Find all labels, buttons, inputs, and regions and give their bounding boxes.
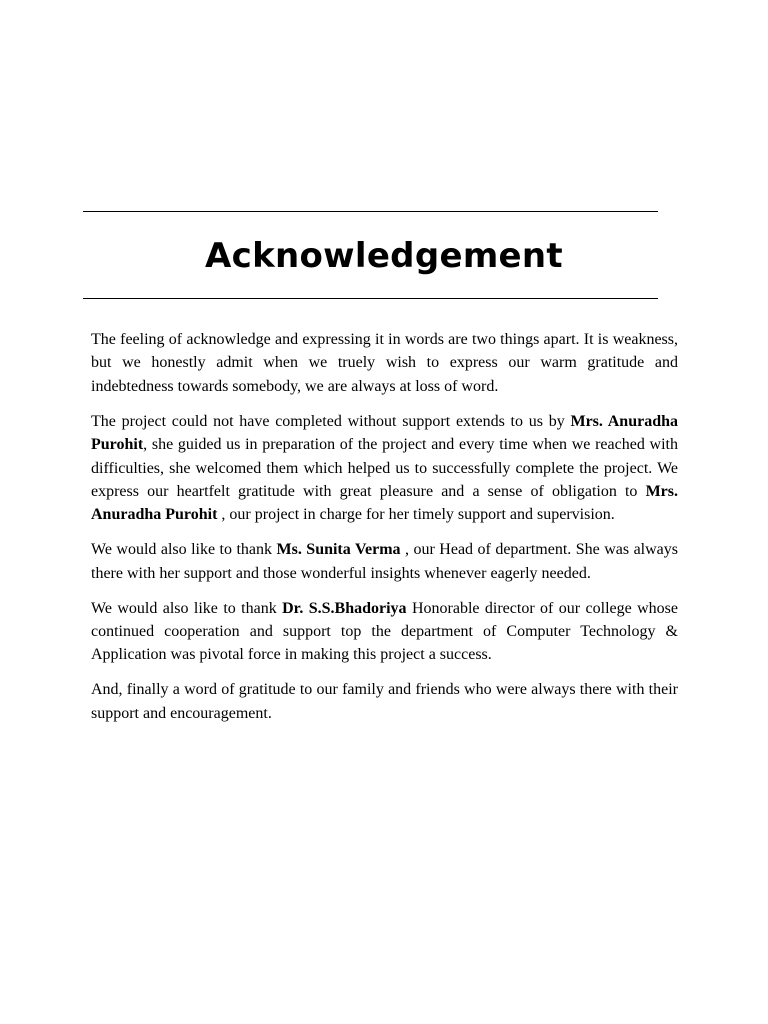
text-segment: , she guided us in preparation of the project and every time when we reached with difficulties, she welcomed them which helped us to successfully complete the project. We express our heartfelt gratitude with great pleasure and a sense of obligation to [91, 436, 678, 500]
acknowledgement-body [91, 328, 678, 737]
hod-name: Ms. Sunita Verma [276, 541, 401, 559]
text-segment: The project could not have completed without support extends to us by [91, 412, 571, 430]
director-name: Dr. S.S.Bhadoriya [282, 599, 407, 617]
paragraph-2 [91, 410, 678, 527]
text-segment: Honorable director of our college whose continued cooperation and support top the department of Computer Technology & Application was pivotal force in making this project a success. [91, 599, 679, 664]
page-title: Acknowledgement [205, 236, 563, 276]
text-segment: The feeling of acknowledge and expressing it in words are two things apart. It is weakness, but we honestly admit when we truely wish to express our warm gratitude and indebtedness towards somebody, we are always at loss of word. [91, 331, 678, 395]
paragraph-3 [91, 538, 678, 585]
paragraph-5 [91, 678, 678, 725]
bottom-divider [83, 298, 658, 299]
paragraph-4 [91, 597, 678, 667]
guide-name: Mrs. Anuradha Purohit [91, 412, 679, 454]
text-segment: We would also like to thank [91, 599, 283, 617]
top-divider [83, 211, 658, 212]
text-segment: And, finally a word of gratitude to our family and friends who were always there with their support and encouragement. [91, 681, 678, 722]
text-segment: , our Head of department. She was always there with her support and those wonderful insights whenever eagerly needed. [91, 541, 678, 582]
text-segment: We would also like to thank [91, 541, 277, 559]
text-segment: , our project in charge for her timely support and supervision. [217, 506, 615, 524]
paragraph-1 [91, 328, 678, 398]
guide-name: Mrs. Anuradha Purohit [91, 482, 678, 524]
